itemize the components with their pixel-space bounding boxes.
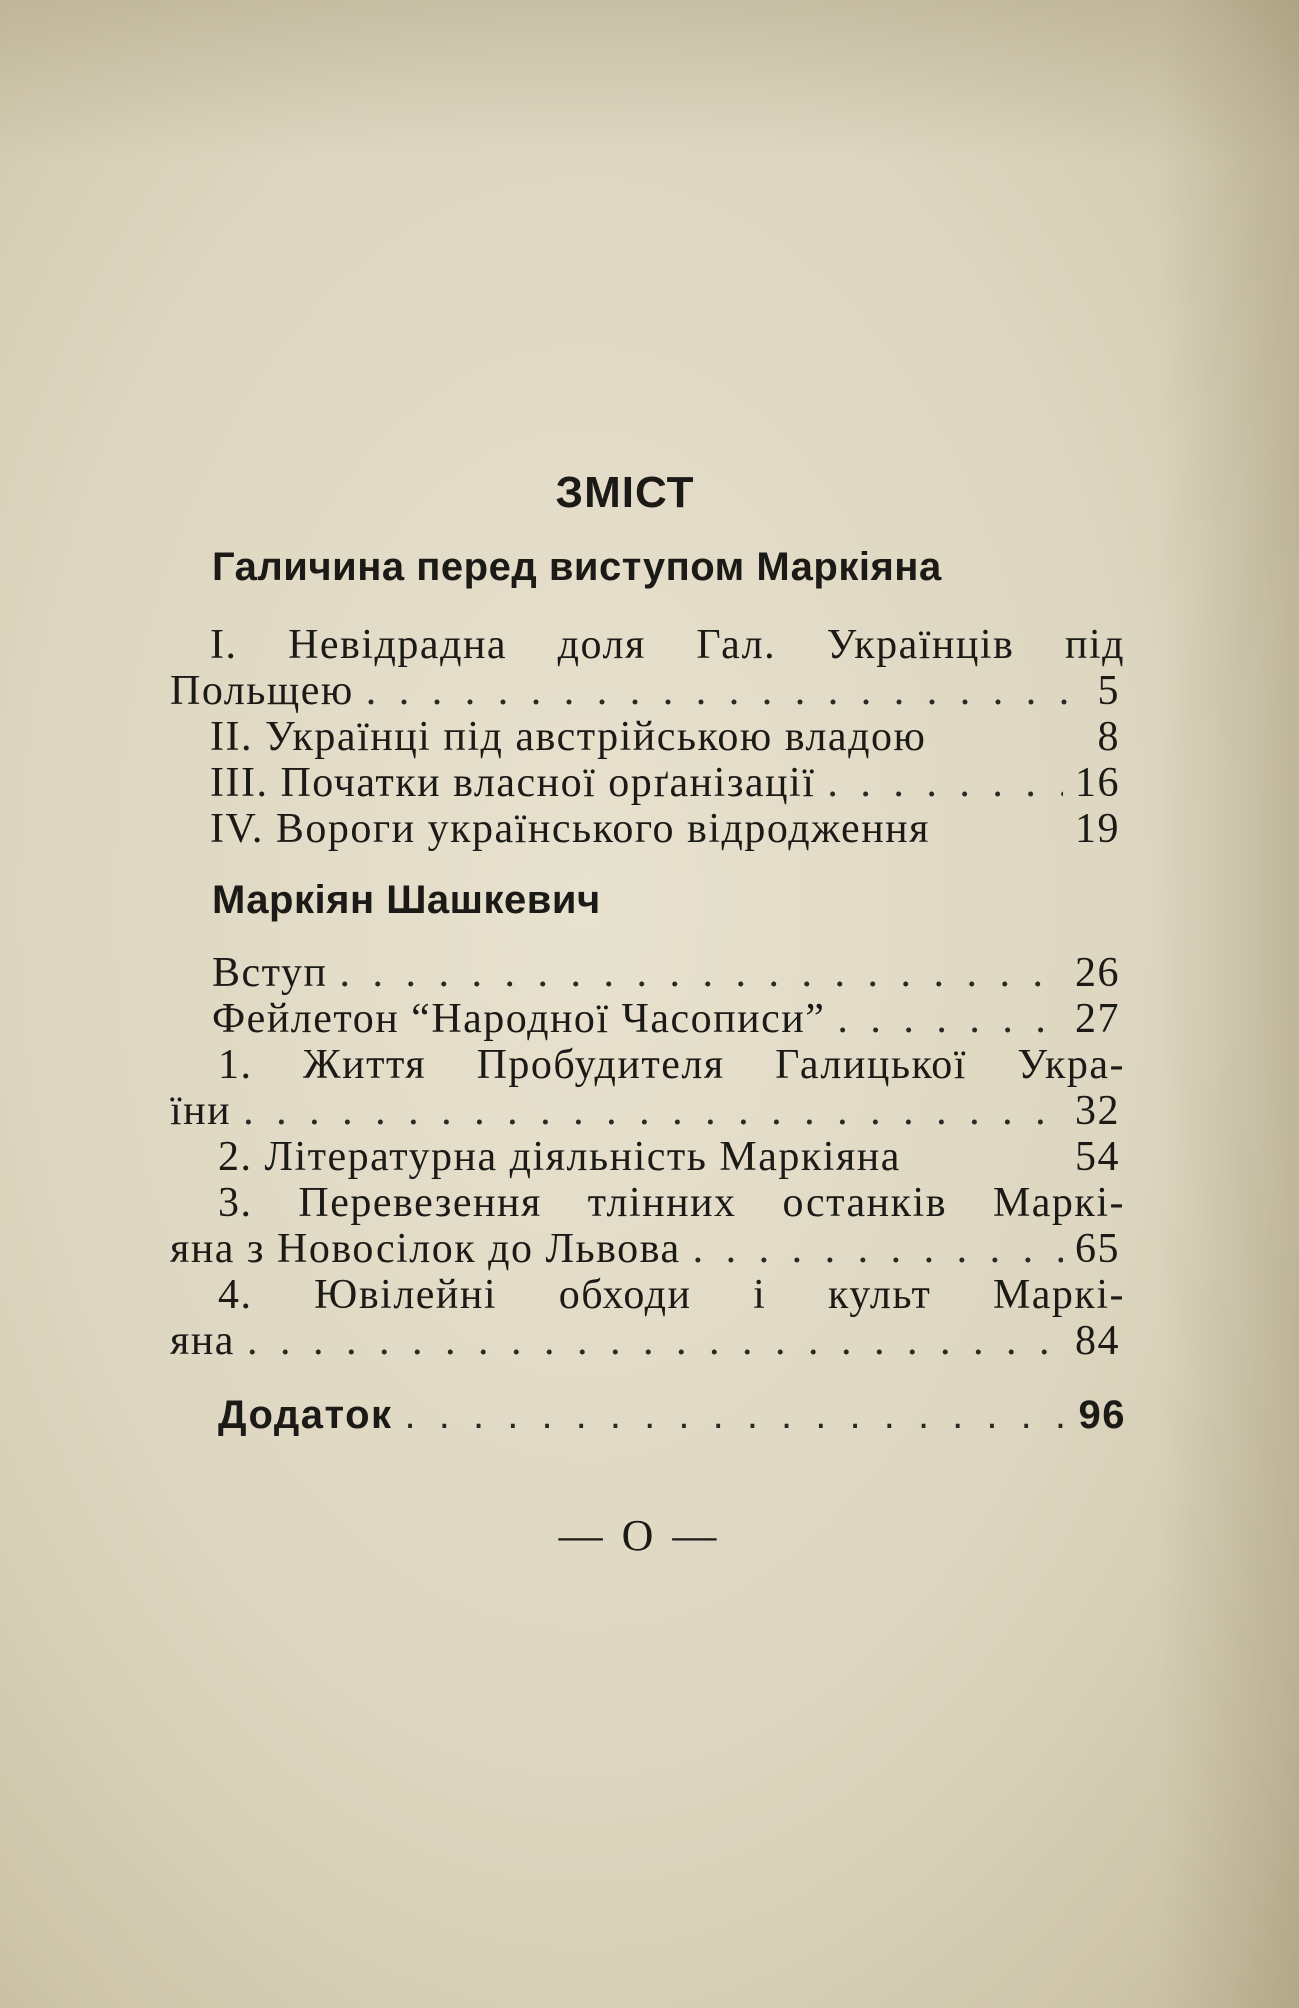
page-number: 32 (1075, 1088, 1120, 1134)
dot-leader (243, 1088, 1063, 1134)
toc-entry-6 (212, 996, 1120, 1042)
toc-entry-text: Польщею (170, 668, 354, 714)
page-number: 5 (1097, 668, 1120, 714)
toc-entry-2 (210, 714, 1120, 760)
page-number: 54 (1075, 1134, 1120, 1180)
toc-entry-text: 1. Життя Пробудителя Галицької Укра- (218, 1042, 1125, 1088)
toc-entry-text: яна (170, 1318, 235, 1364)
toc-entry-text: ІІ. Українці під австрійською владою (210, 714, 927, 760)
page-shading-top (0, 0, 1299, 160)
toc-entry-text: 3. Перевезення тлінних останків Маркі- (218, 1180, 1125, 1226)
toc-entry-text: Фейлетон “Народної Часописи” (212, 996, 826, 1042)
toc-entry-text: IV. Вороги українського відродження (210, 806, 930, 852)
toc-entry-10 (170, 1272, 1125, 1364)
dot-leader (693, 1226, 1063, 1272)
toc-entry-1 (170, 622, 1125, 714)
end-ornament: — О — (558, 1511, 721, 1560)
dot-leader (827, 760, 1063, 806)
page-number: 16 (1075, 760, 1120, 806)
page-number: 96 (1078, 1393, 1126, 1437)
dot-leader (366, 668, 1086, 714)
toc-entry-3 (210, 760, 1120, 806)
toc-entry-text: 2. Літературна діяльність Маркіяна (218, 1134, 901, 1180)
page-number: 84 (1075, 1318, 1120, 1364)
dot-leader (837, 996, 1063, 1042)
toc-entry-4 (210, 806, 1120, 852)
page-number: 19 (1075, 806, 1120, 852)
page-number: 27 (1075, 996, 1120, 1042)
dot-leader (405, 1392, 1067, 1438)
section-heading-galychyna: Галичина перед виступом Маркіяна (212, 545, 942, 589)
dot-leader (339, 950, 1063, 996)
page-number: 8 (1097, 714, 1120, 760)
toc-entry-8 (218, 1134, 1120, 1180)
toc-entry-text: яна з Новосілок до Львова (170, 1226, 681, 1272)
toc-entry-appendix (218, 1392, 1126, 1438)
toc-entry-9 (170, 1180, 1125, 1272)
toc-entry-text: Вступ (212, 950, 328, 996)
section-heading-shashkevych: Маркіян Шашкевич (212, 878, 601, 922)
page-shading-right (1159, 0, 1299, 2008)
page-number: 26 (1075, 950, 1120, 996)
toc-entry-text: 4. Ювілейні обходи і культ Маркі- (218, 1272, 1125, 1318)
toc-entry-5 (212, 950, 1120, 996)
toc-entry-text: їни (170, 1088, 232, 1134)
toc-title: ЗМІСТ (555, 468, 695, 517)
toc-entry-text: Додаток (218, 1393, 393, 1437)
dot-leader (247, 1318, 1063, 1364)
toc-entry-7 (170, 1042, 1125, 1134)
page-number: 65 (1075, 1226, 1120, 1272)
toc-entry-text: І. Невідрадна доля Гал. Українців під (210, 622, 1125, 668)
toc-entry-text: ІІІ. Початки власної орґанізації (210, 760, 816, 806)
